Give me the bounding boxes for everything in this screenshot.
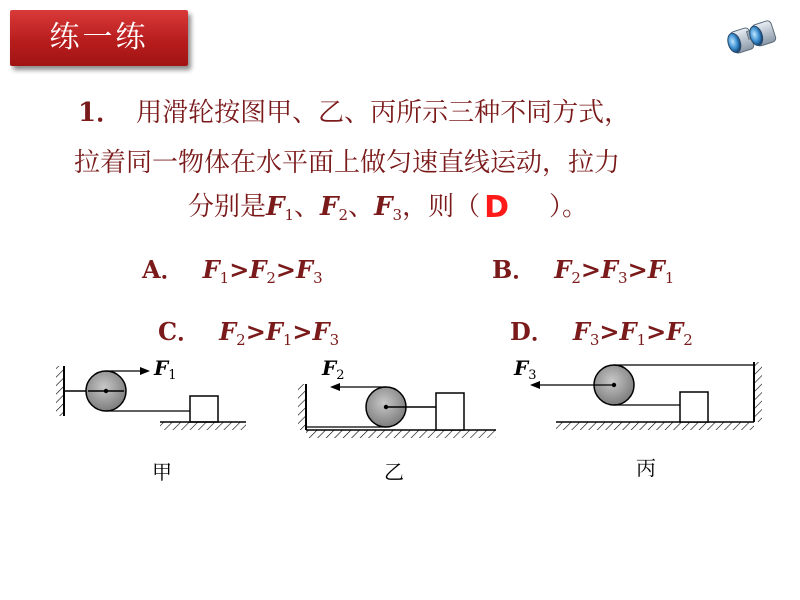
option-a[interactable] bbox=[142, 250, 323, 287]
option-letter: B． bbox=[492, 255, 537, 284]
force-symbol: F bbox=[265, 317, 283, 346]
force-symbol: F bbox=[554, 255, 572, 284]
option-letter: C． bbox=[158, 317, 202, 346]
question-mid: ，则（ bbox=[402, 192, 481, 222]
binoculars-icon bbox=[722, 16, 784, 62]
greater-than: > bbox=[292, 317, 313, 346]
subscript: 3 bbox=[589, 331, 600, 349]
subscript: 3 bbox=[618, 269, 628, 287]
greater-than: > bbox=[646, 317, 667, 346]
greater-than: > bbox=[627, 255, 648, 284]
diagram-label-yi: 乙 bbox=[384, 460, 404, 484]
question-suffix: ）。 bbox=[549, 192, 589, 222]
force-symbol: F bbox=[601, 255, 619, 284]
subscript: 3 bbox=[313, 269, 323, 287]
force-symbol: F bbox=[572, 317, 590, 346]
force-f1: $F_1$ bbox=[266, 192, 295, 224]
option-letter: D． bbox=[510, 317, 555, 346]
greater-than: > bbox=[275, 255, 297, 284]
subscript: 2 bbox=[683, 331, 693, 349]
question-number: 1． bbox=[78, 98, 123, 128]
greater-than: > bbox=[229, 255, 250, 284]
subscript: 1 bbox=[636, 331, 647, 349]
subscript: 1 bbox=[219, 269, 230, 287]
force-f2: $F_2$ bbox=[320, 192, 349, 224]
force-label-f3: $F_3$ bbox=[514, 356, 537, 383]
diagram-bing bbox=[530, 362, 762, 430]
subscript: 2 bbox=[236, 331, 246, 349]
subscript: 1 bbox=[664, 269, 675, 287]
question-text-1: 用滑轮按图甲、乙、丙所示三种不同方式， bbox=[136, 98, 631, 128]
page-title: 练一练 bbox=[49, 20, 149, 55]
greater-than: > bbox=[580, 255, 601, 284]
force-symbol: F bbox=[666, 317, 684, 346]
diagram-label-jia: 甲 bbox=[152, 460, 172, 484]
force-label-f1: $F_1$ bbox=[154, 356, 177, 383]
option-expression bbox=[202, 255, 323, 287]
force-f3: $F_3$ bbox=[374, 192, 403, 224]
question-line-3 bbox=[188, 186, 588, 225]
greater-than: > bbox=[245, 317, 266, 346]
separator: 、 bbox=[348, 192, 375, 222]
force-symbol: F bbox=[647, 255, 665, 284]
force-symbol: F bbox=[296, 255, 314, 284]
question-line-1 bbox=[78, 92, 630, 129]
title-banner bbox=[10, 10, 188, 66]
option-expression bbox=[554, 255, 675, 287]
diagram-yi bbox=[298, 383, 496, 438]
force-symbol: F bbox=[202, 255, 220, 284]
force-symbol: F bbox=[312, 317, 330, 346]
force-label-f2: $F_2$ bbox=[322, 356, 345, 383]
subscript: 1 bbox=[282, 331, 293, 349]
force-symbol: F bbox=[219, 317, 237, 346]
greater-than: > bbox=[599, 317, 620, 346]
subscript: 3 bbox=[329, 331, 340, 349]
separator: 、 bbox=[294, 192, 321, 222]
option-b[interactable] bbox=[492, 250, 674, 287]
force-symbol: F bbox=[619, 317, 637, 346]
option-letter: A． bbox=[142, 255, 185, 284]
subscript: 2 bbox=[571, 269, 581, 287]
answer-text: D bbox=[484, 190, 510, 225]
force-symbol: F bbox=[249, 255, 267, 284]
diagram-label-bing: 丙 bbox=[636, 456, 656, 480]
question-prefix: 分别是 bbox=[188, 192, 267, 222]
question-line-2: 拉着同一物体在水平面上做匀速直线运动，拉力 bbox=[74, 148, 621, 178]
subscript: 2 bbox=[266, 269, 276, 287]
diagram-jia bbox=[56, 366, 246, 430]
